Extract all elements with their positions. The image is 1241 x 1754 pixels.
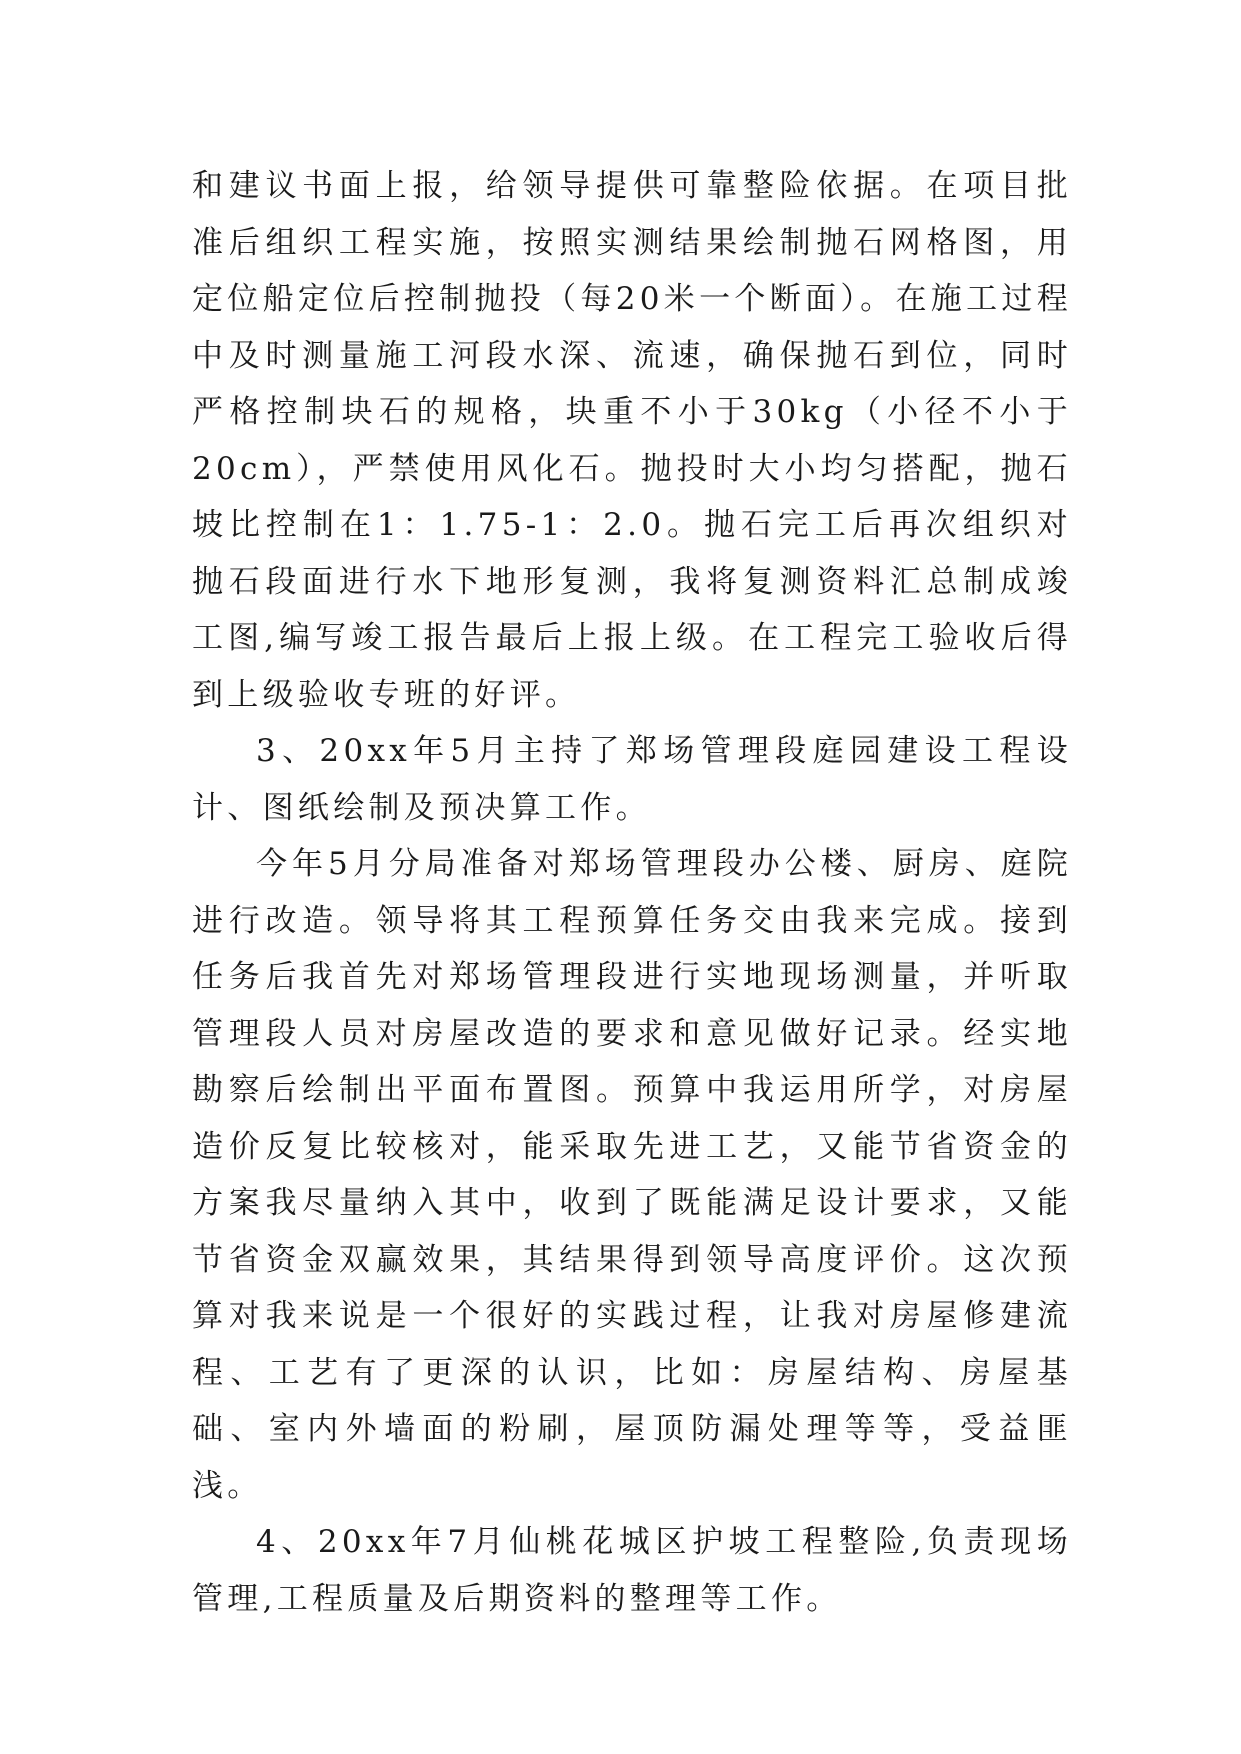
body-text xyxy=(192,158,1072,1627)
paragraph-item-3: 3、20xx年5月主持了郑场管理段庭园建设工程设计、图纸绘制及预决算工作。 xyxy=(192,733,1072,826)
paragraph-continuation: 和建议书面上报，给领导提供可靠整险依据。在项目批准后组织工程实施，按照实测结果绘制抛石网格图，用定位船定位后控制抛投（每20米一个断面）。在施工过程中及时测量施工河段水深、流速，确保抛石到位，同时严格控制块石的规格，块重不小于30kg（小径不小于20cm），严禁使用风化石。抛投时大小均匀搭配，抛石坡比控制在1：1.75-1：2.0。抛石完工后再次组织对抛石段面进行水下地形复测，我将复测资料汇总制成竣工图,编写竣工报告最后上报上级。在工程完工验收后得到上级验收专班的好评。 xyxy=(192,168,1072,713)
paragraph-item-4: 4、20xx年7月仙桃花城区护坡工程整险,负责现场管理,工程质量及后期资料的整理等工作。 xyxy=(192,1524,1072,1617)
paragraph-item-3-detail: 今年5月分局准备对郑场管理段办公楼、厨房、庭院进行改造。领导将其工程预算任务交由我来完成。接到任务后我首先对郑场管理段进行实地现场测量，并听取管理段人员对房屋改造的要求和意见做好记录。经实地勘察后绘制出平面布置图。预算中我运用所学，对房屋造价反复比较核对，能采取先进工艺，又能节省资金的方案我尽量纳入其中，收到了既能满足设计要求，又能节省资金双赢效果，其结果得到领导高度评价。这次预算对我来说是一个很好的实践过程，让我对房屋修建流程、工艺有了更深的认识，比如：房屋结构、房屋基础、室内外墙面的粉刷，屋顶防漏处理等等，受益匪浅。 xyxy=(192,846,1072,1504)
